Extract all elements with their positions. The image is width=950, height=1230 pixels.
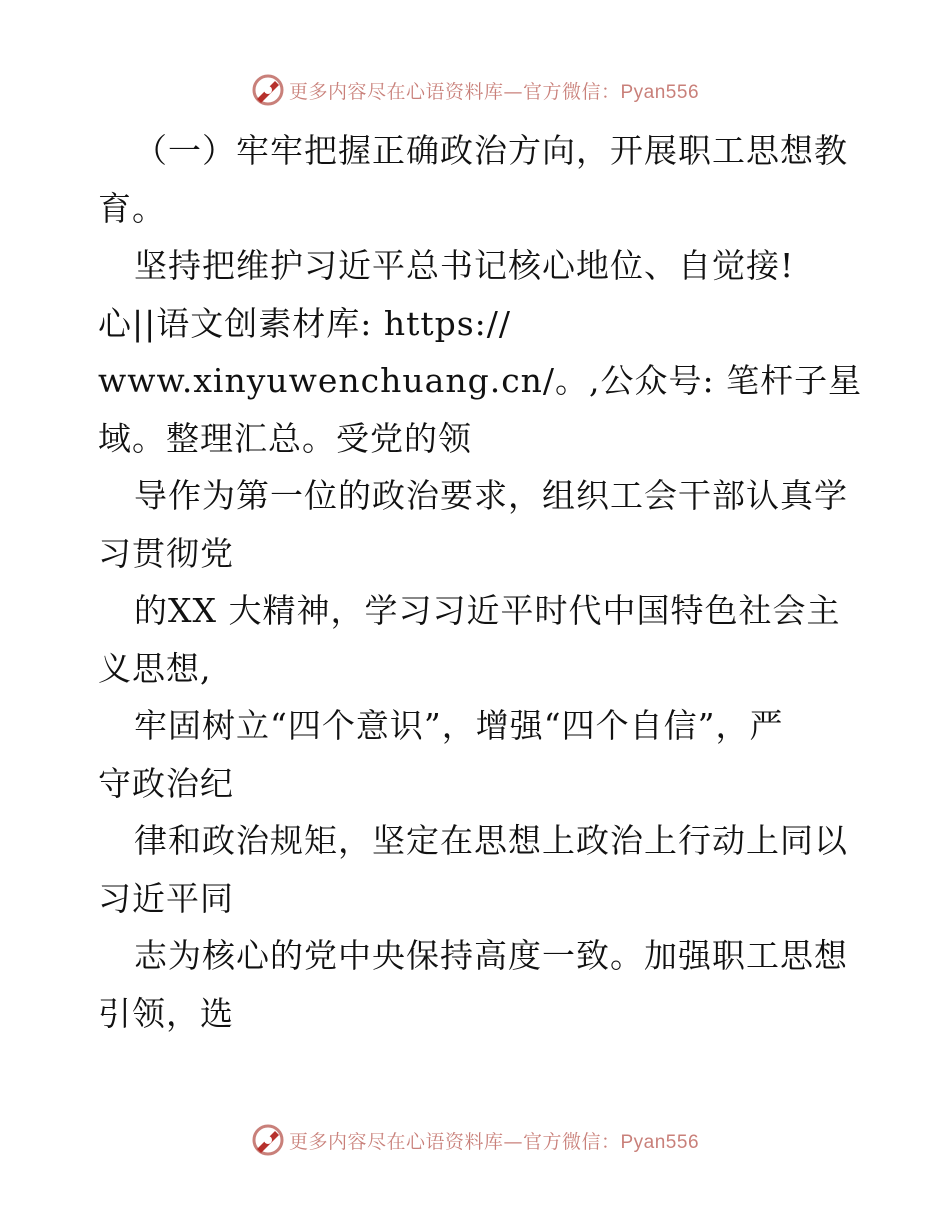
pen-logo-icon: [251, 1123, 285, 1157]
pen-logo-icon: [251, 73, 285, 107]
text-line: 习贯彻党: [98, 533, 234, 573]
document-body: [98, 122, 863, 1042]
text-line: 坚持把维护习近平总书记核心地位、自觉接!: [134, 246, 795, 285]
header-banner-text: 更多内容尽在心语资料库—官方微信：Pyan556: [288, 80, 700, 103]
text-line: 义思想,: [98, 648, 212, 688]
text-line: 志为核心的党中央保持高度一致。加强职工思想: [134, 936, 848, 975]
text-line: 心||语文创素材库: https://: [98, 303, 512, 343]
text-line: 引领，选: [98, 993, 234, 1033]
header-banner: [0, 70, 950, 110]
text-line: 育。: [98, 188, 166, 228]
text-line: 导作为第一位的政治要求，组织工会干部认真学: [134, 476, 848, 515]
text-line: 习近平同: [98, 878, 234, 918]
text-line: 的XX 大精神，学习习近平时代中国特色社会主: [134, 591, 841, 630]
text-line: 守政治纪: [98, 763, 234, 803]
text-line: （一）牢牢把握正确政治方向，开展职工思想教: [134, 131, 848, 170]
text-line: 域。整理汇总。受党的领: [98, 418, 472, 458]
text-line: 牢固树立“四个意识”，增强“四个自信”，严: [134, 706, 784, 745]
footer-banner-text: 更多内容尽在心语资料库—官方微信：Pyan556: [288, 1130, 700, 1153]
header-wechat-id: Pyan556: [620, 81, 700, 103]
footer-banner: [0, 1120, 950, 1160]
text-line: 律和政治规矩，坚定在思想上政治上行动上同以: [134, 821, 848, 860]
footer-wechat-id: Pyan556: [620, 1131, 700, 1153]
text-line: www.xinyuwenchuang.cn/。,公众号: 笔杆子星: [98, 361, 863, 400]
